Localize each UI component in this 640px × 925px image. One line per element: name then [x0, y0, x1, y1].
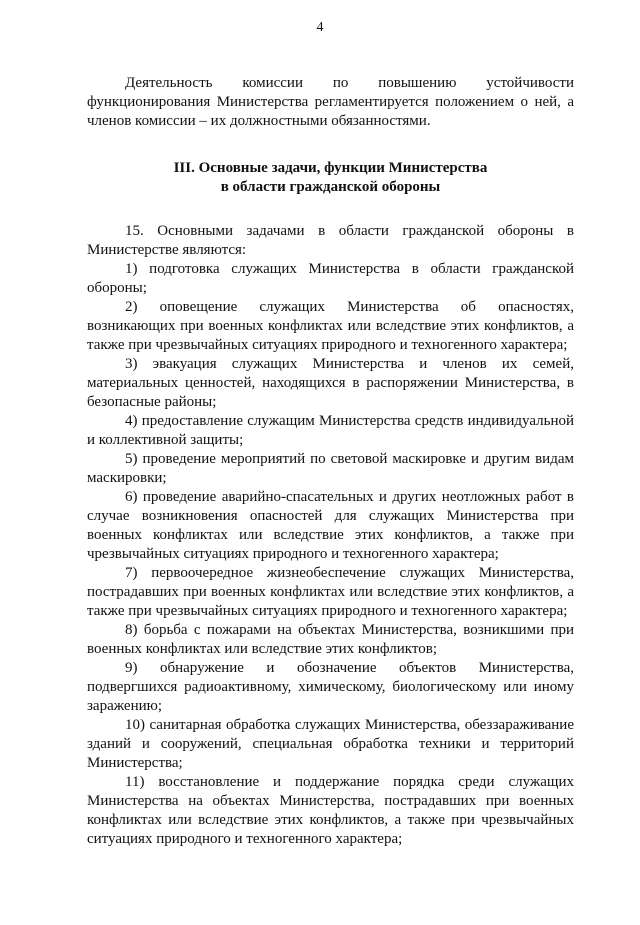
task-item-6: 6) проведение аварийно-спасательных и других неотложных работ в случае возникновения опасностей для служащих Министерства при военных конфликтах или вследствие этих конфликтов, а также при чрезвычайных ситуациях природного и техногенного характера; [87, 489, 574, 562]
task-item-5: 5) проведение мероприятий по световой маскировке и другим видам маскировки; [87, 451, 574, 486]
section-heading-line-1: III. Основные задачи, функции Министерства [173, 160, 488, 176]
task-item-2: 2) оповещение служащих Министерства об опасностях, возникающих при военных конфликтах или вследствие этих конфликтов, а также при чрезвычайных ситуациях природного и техногенного характера; [87, 299, 574, 353]
task-item-8: 8) борьба с пожарами на объектах Министерства, возникшими при военных конфликтах или вследствие этих конфликтов; [87, 622, 574, 657]
task-item-4: 4) предоставление служащим Министерства средств индивидуальной и коллективной защиты; [87, 413, 574, 448]
task-item-7: 7) первоочередное жизнеобеспечение служащих Министерства, пострадавших при военных конфликтах или вследствие этих конфликтов, а также при чрезвычайных ситуациях природного и техногенного характера; [87, 565, 574, 619]
page-number: 4 [316, 20, 324, 35]
task-item-3: 3) эвакуация служащих Министерства и членов их семей, материальных ценностей, находящихся в распоряжении Министерства, в безопасные районы; [87, 356, 574, 410]
section-heading [87, 159, 574, 197]
document-body [87, 74, 574, 849]
task-item-1: 1) подготовка служащих Министерства в области гражданской обороны; [87, 261, 574, 296]
task-item-10: 10) санитарная обработка служащих Министерства, обеззараживание зданий и сооружений, специальная обработка техники и территорий Министерства; [87, 717, 574, 771]
section-heading-line-2: в области гражданской обороны [220, 179, 441, 195]
task-item-11: 11) восстановление и поддержание порядка среди служащих Министерства на объектах Министерства, пострадавших при военных конфликтах или вследствие этих конфликтов, а также при чрезвычайных ситуациях природного и техногенного характера; [87, 774, 574, 847]
task-item-9: 9) обнаружение и обозначение объектов Министерства, подвергшихся радиоактивному, химическому, биологическому или иному заражению; [87, 660, 574, 714]
clause-15: 15. Основными задачами в области гражданской обороны в Министерстве являются: [87, 223, 574, 258]
intro-paragraph: Деятельность комиссии по повышению устойчивости функционирования Министерства регламентируется положением о ней, а членов комиссии – их должностными обязанностями. [87, 75, 574, 129]
